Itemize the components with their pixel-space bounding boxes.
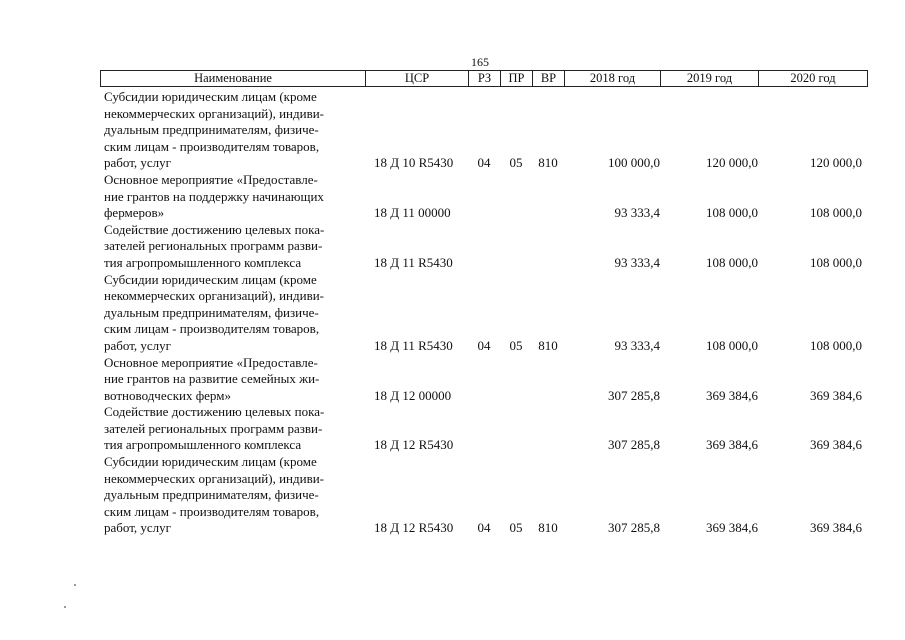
row-2020: 108 000,0 xyxy=(810,337,862,353)
row-name: Основное мероприятие «Предоставле- ние грантов на поддержку начинающих фермеров» xyxy=(104,171,324,221)
row-2020: 369 384,6 xyxy=(810,437,862,453)
row-2018: 93 333,4 xyxy=(614,205,660,221)
row-name: Основное мероприятие «Предоставле- ние грантов на развитие семейных жи- вотноводческих ферм» xyxy=(104,354,320,403)
row-2019: 108 000,0 xyxy=(706,254,758,270)
row-csr: 18 Д 12 R5430 xyxy=(374,520,454,536)
header-2019: 2019 год xyxy=(660,70,758,87)
table-row xyxy=(100,172,868,222)
row-2020: 369 384,6 xyxy=(810,520,862,536)
row-2019: 120 000,0 xyxy=(706,155,758,171)
row-2020: 369 384,6 xyxy=(810,387,862,403)
row-name: Содействие достижению целевых пока- зателей региональных программ разви- тия агропромышленного комплекса xyxy=(104,221,325,270)
row-rz: 04 xyxy=(477,337,491,353)
row-2019: 369 384,6 xyxy=(706,437,758,453)
row-2018: 307 285,8 xyxy=(608,437,660,453)
header-csr: ЦСР xyxy=(365,70,468,87)
row-2018: 93 333,4 xyxy=(614,254,660,270)
row-vr: 810 xyxy=(538,520,558,536)
row-2019: 108 000,0 xyxy=(706,337,758,353)
row-2019: 369 384,6 xyxy=(706,520,758,536)
row-name: Содействие достижению целевых пока- зателей региональных программ разви- тия агропромышленного комплекса xyxy=(104,404,325,453)
header-2018: 2018 год xyxy=(564,70,660,87)
table-row xyxy=(100,404,868,454)
row-vr: 810 xyxy=(538,155,558,171)
row-csr: 18 Д 10 R5430 xyxy=(374,155,454,171)
scan-speck xyxy=(64,606,66,608)
table-header xyxy=(100,70,868,87)
row-2020: 108 000,0 xyxy=(810,205,862,221)
header-rz: РЗ xyxy=(468,70,500,87)
row-2018: 93 333,4 xyxy=(614,337,660,353)
row-2020: 120 000,0 xyxy=(810,155,862,171)
row-name: Субсидии юридическим лицам (кроме некоммерческих организаций), индиви- дуальным предпринимателям, физиче- ским лицам - производителям товаров, работ, услуг xyxy=(104,454,324,536)
table-row xyxy=(100,454,868,537)
row-2019: 108 000,0 xyxy=(706,205,758,221)
row-csr: 18 Д 11 R5430 xyxy=(374,254,453,270)
row-2018: 100 000,0 xyxy=(608,155,660,171)
row-vr: 810 xyxy=(538,337,558,353)
row-csr: 18 Д 11 00000 xyxy=(374,205,451,221)
row-rz: 04 xyxy=(477,155,491,171)
header-2020: 2020 год xyxy=(758,70,868,87)
page-number: 165 xyxy=(471,55,489,69)
row-2018: 307 285,8 xyxy=(608,520,660,536)
header-name: Наименование xyxy=(100,70,365,87)
row-2020: 108 000,0 xyxy=(810,254,862,270)
row-2019: 369 384,6 xyxy=(706,387,758,403)
row-2018: 307 285,8 xyxy=(608,387,660,403)
table-body xyxy=(100,89,868,537)
table-row xyxy=(100,355,868,405)
row-pr: 05 xyxy=(509,520,523,536)
table-row xyxy=(100,89,868,172)
row-rz: 04 xyxy=(477,520,491,536)
row-csr: 18 Д 11 R5430 xyxy=(374,337,453,353)
header-vr: ВР xyxy=(532,70,564,87)
row-csr: 18 Д 12 00000 xyxy=(374,387,452,403)
row-pr: 05 xyxy=(509,337,523,353)
table-row xyxy=(100,272,868,355)
row-pr: 05 xyxy=(509,155,523,171)
row-csr: 18 Д 12 R5430 xyxy=(374,437,454,453)
table-row xyxy=(100,222,868,272)
row-name: Субсидии юридическим лицам (кроме некоммерческих организаций), индиви- дуальным предпринимателям, физиче- ским лицам - производителям товаров, работ, услуг xyxy=(104,271,324,353)
header-pr: ПР xyxy=(500,70,532,87)
scan-speck xyxy=(74,584,76,586)
row-name: Субсидии юридическим лицам (кроме некоммерческих организаций), индиви- дуальным предпринимателям, физиче- ским лицам - производителям товаров, работ, услуг xyxy=(104,89,324,171)
